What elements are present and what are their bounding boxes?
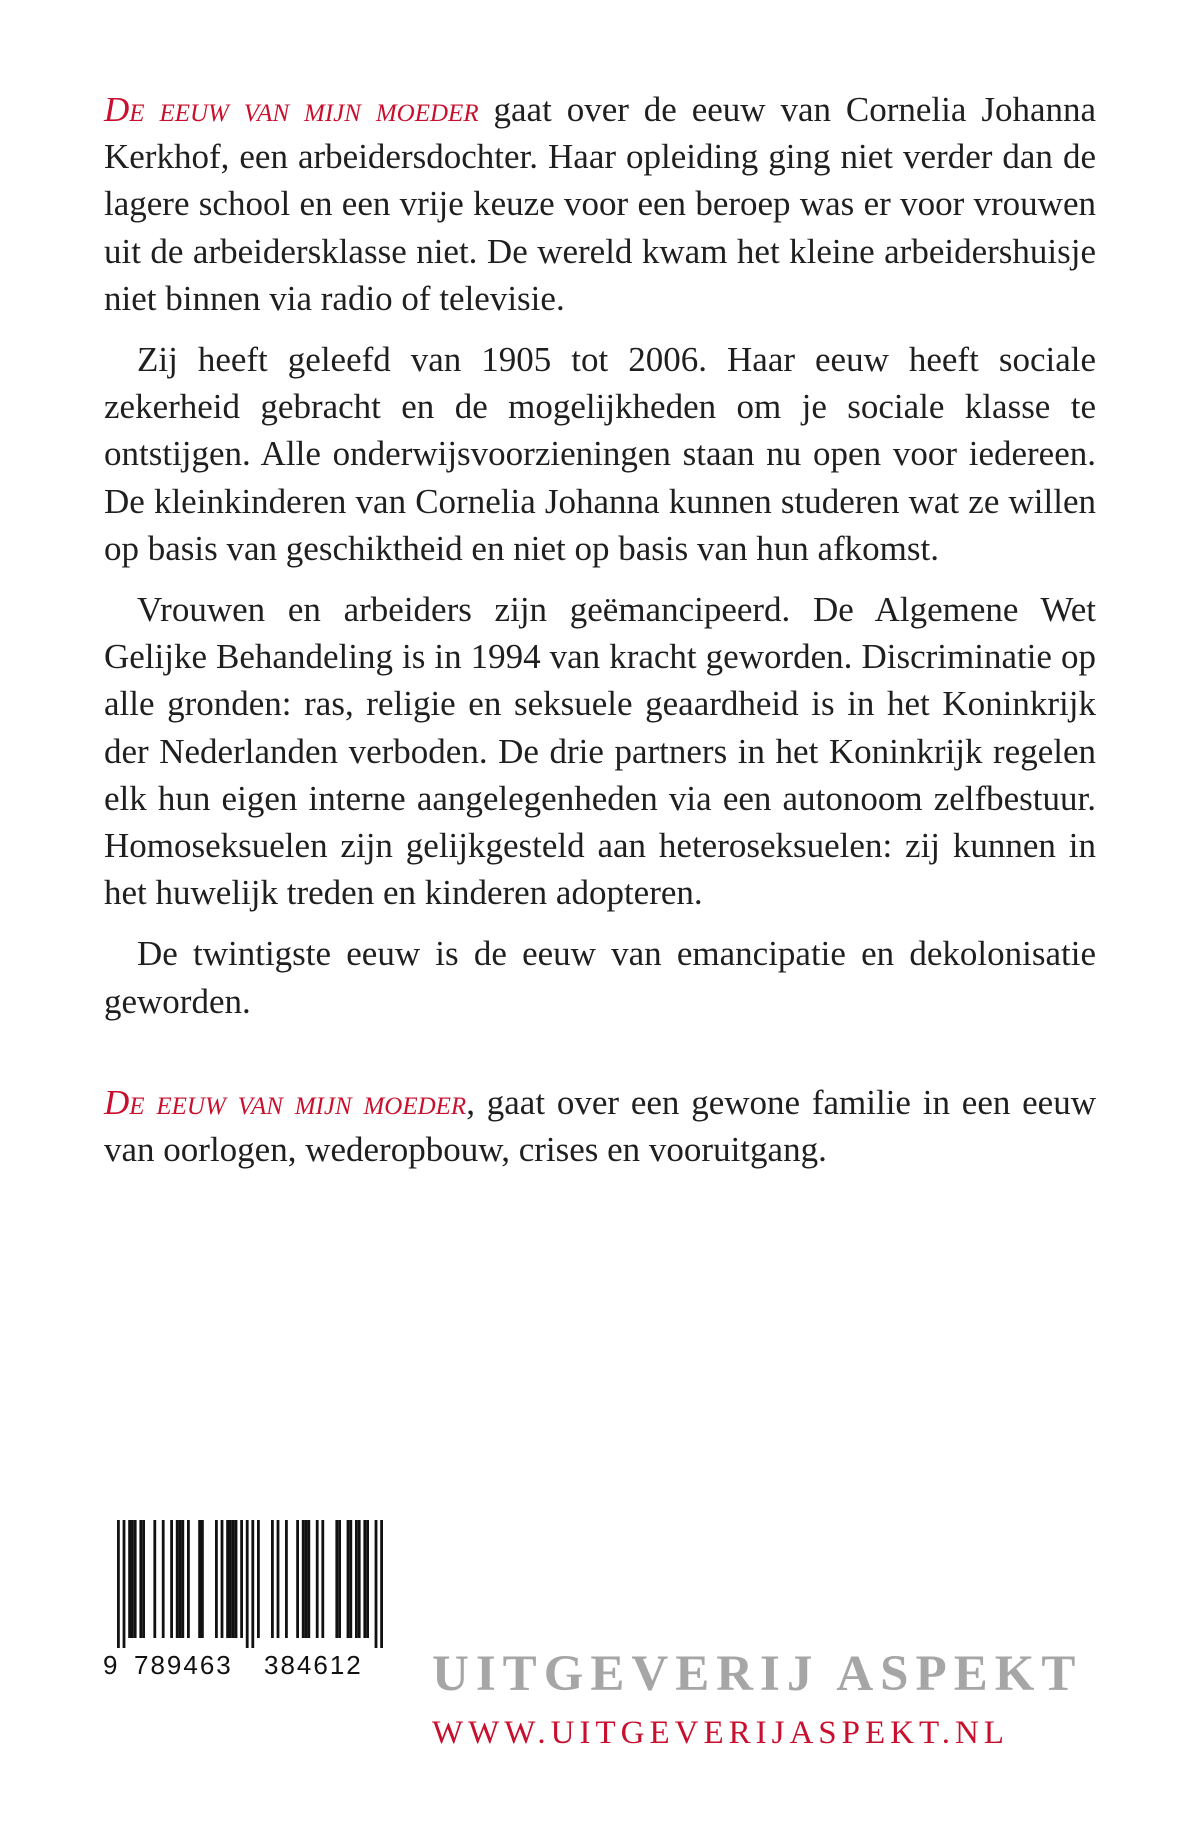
publisher-name: UITGEVERIJ ASPEKT (432, 1646, 1083, 1702)
barcode-bar (176, 1520, 179, 1638)
isbn-barcode (103, 1520, 393, 1648)
barcode-bar (229, 1520, 232, 1638)
barcode-bar (170, 1520, 173, 1638)
barcode-bar (375, 1520, 378, 1648)
barcode-bar (198, 1520, 201, 1638)
barcode-bar (201, 1520, 204, 1638)
barcode-bar (139, 1520, 142, 1638)
barcode-bar (181, 1520, 184, 1638)
book-title-reference: De eeuw van mijn moeder (104, 1082, 467, 1122)
barcode-bar (246, 1520, 249, 1648)
barcode-bar (316, 1520, 319, 1638)
barcode-bar (271, 1520, 274, 1638)
barcode-bar (296, 1520, 299, 1638)
barcode-bar (179, 1520, 182, 1638)
barcode-bar (235, 1520, 238, 1638)
barcode-bar (226, 1520, 229, 1638)
barcode-bar (380, 1520, 383, 1648)
isbn-first-digit: 9 (103, 1650, 118, 1680)
barcode-bar (162, 1520, 165, 1638)
barcode-bar (347, 1520, 350, 1638)
barcode-bar (221, 1520, 224, 1638)
barcode-bar (240, 1520, 243, 1638)
isbn-left-group: 789463 (134, 1650, 233, 1680)
barcode-bar (153, 1520, 156, 1638)
blurb-paragraph-5-text: , gaat over een gewone familie in een eeuw van oorlogen, wederopbouw, crises en vooruitgang. (104, 1082, 1096, 1170)
book-title-reference: De eeuw van mijn moeder (104, 90, 479, 129)
barcode-bars (103, 1520, 393, 1648)
blurb-paragraph-5 (104, 1079, 1096, 1173)
barcode-bar (277, 1520, 280, 1638)
barcode-bar (349, 1520, 352, 1638)
barcode-bar (358, 1520, 361, 1638)
blurb-paragraph-3: Vrouwen en arbeiders zijn geëmancipeerd. De Algemene Wet Gelijke Behandeling is in 1994 van kracht geworden. Discriminatie op alle gronden: ras, religie en seksuele geaardheid is in het Koninkrijk der Nederlanden verboden. De drie partners in het Koninkrijk regelen elk hun eigen interne aangelegenheden via een autonoom zelfbestuur. Homoseksuelen zijn gelijkgesteld aan heteroseksuelen: zij kunnen in het huwelijk treden en kinderen adopteren. (104, 590, 1096, 913)
barcode-bar (123, 1520, 126, 1648)
barcode-bar (134, 1520, 137, 1638)
isbn-right-group: 384612 (264, 1650, 363, 1680)
barcode-bar (305, 1520, 308, 1638)
barcode-bar (187, 1520, 190, 1638)
publisher-website[interactable]: WWW.UITGEVERIJASPEKT.NL (432, 1715, 1009, 1751)
barcode-bar (117, 1520, 120, 1648)
barcode-bar (355, 1520, 358, 1638)
barcode-bar (232, 1520, 235, 1638)
barcode-bar (307, 1520, 310, 1638)
barcode-bar (142, 1520, 145, 1638)
back-cover-blurb (104, 86, 1096, 1187)
blurb-paragraph-4: De twintigste eeuw is de eeuw van emancipatie en dekolonisatie geworden. (104, 934, 1096, 1021)
barcode-bar (321, 1520, 324, 1638)
barcode-bar (215, 1520, 218, 1638)
barcode-bar (131, 1520, 134, 1638)
blurb-paragraph-2: Zij heeft geleefd van 1905 tot 2006. Haar eeuw heeft sociale zekerheid gebracht en de mogelijkheden om je sociale klasse te ontstijgen. Alle onderwijsvoorzieningen staan nu open voor iedereen. De kleinkinderen van Cornelia Johanna kunnen studeren wat ze willen op basis van geschiktheid en niet op basis van hun afkomst. (104, 340, 1096, 568)
blurb-paragraph-1 (104, 86, 1096, 322)
barcode-bar (338, 1520, 341, 1638)
barcode-bar (366, 1520, 369, 1638)
barcode-bar (128, 1520, 131, 1638)
barcode-bar (335, 1520, 338, 1638)
barcode-bar (285, 1520, 288, 1638)
barcode-bar (257, 1520, 260, 1638)
barcode-bar (363, 1520, 366, 1638)
barcode-bar (302, 1520, 305, 1638)
blurb-paragraph-1-text: gaat over de eeuw van Cornelia Johanna Kerkhof, een arbeidersdochter. Haar opleiding ging niet verder dan de lagere school en een vrije keuze voor een beroep was er voor vrouwen uit de arbeidersklasse niet. De wereld kwam het kleine arbeidershuisje niet binnen via radio of televisie. (104, 90, 1097, 318)
barcode-bar (251, 1520, 254, 1648)
